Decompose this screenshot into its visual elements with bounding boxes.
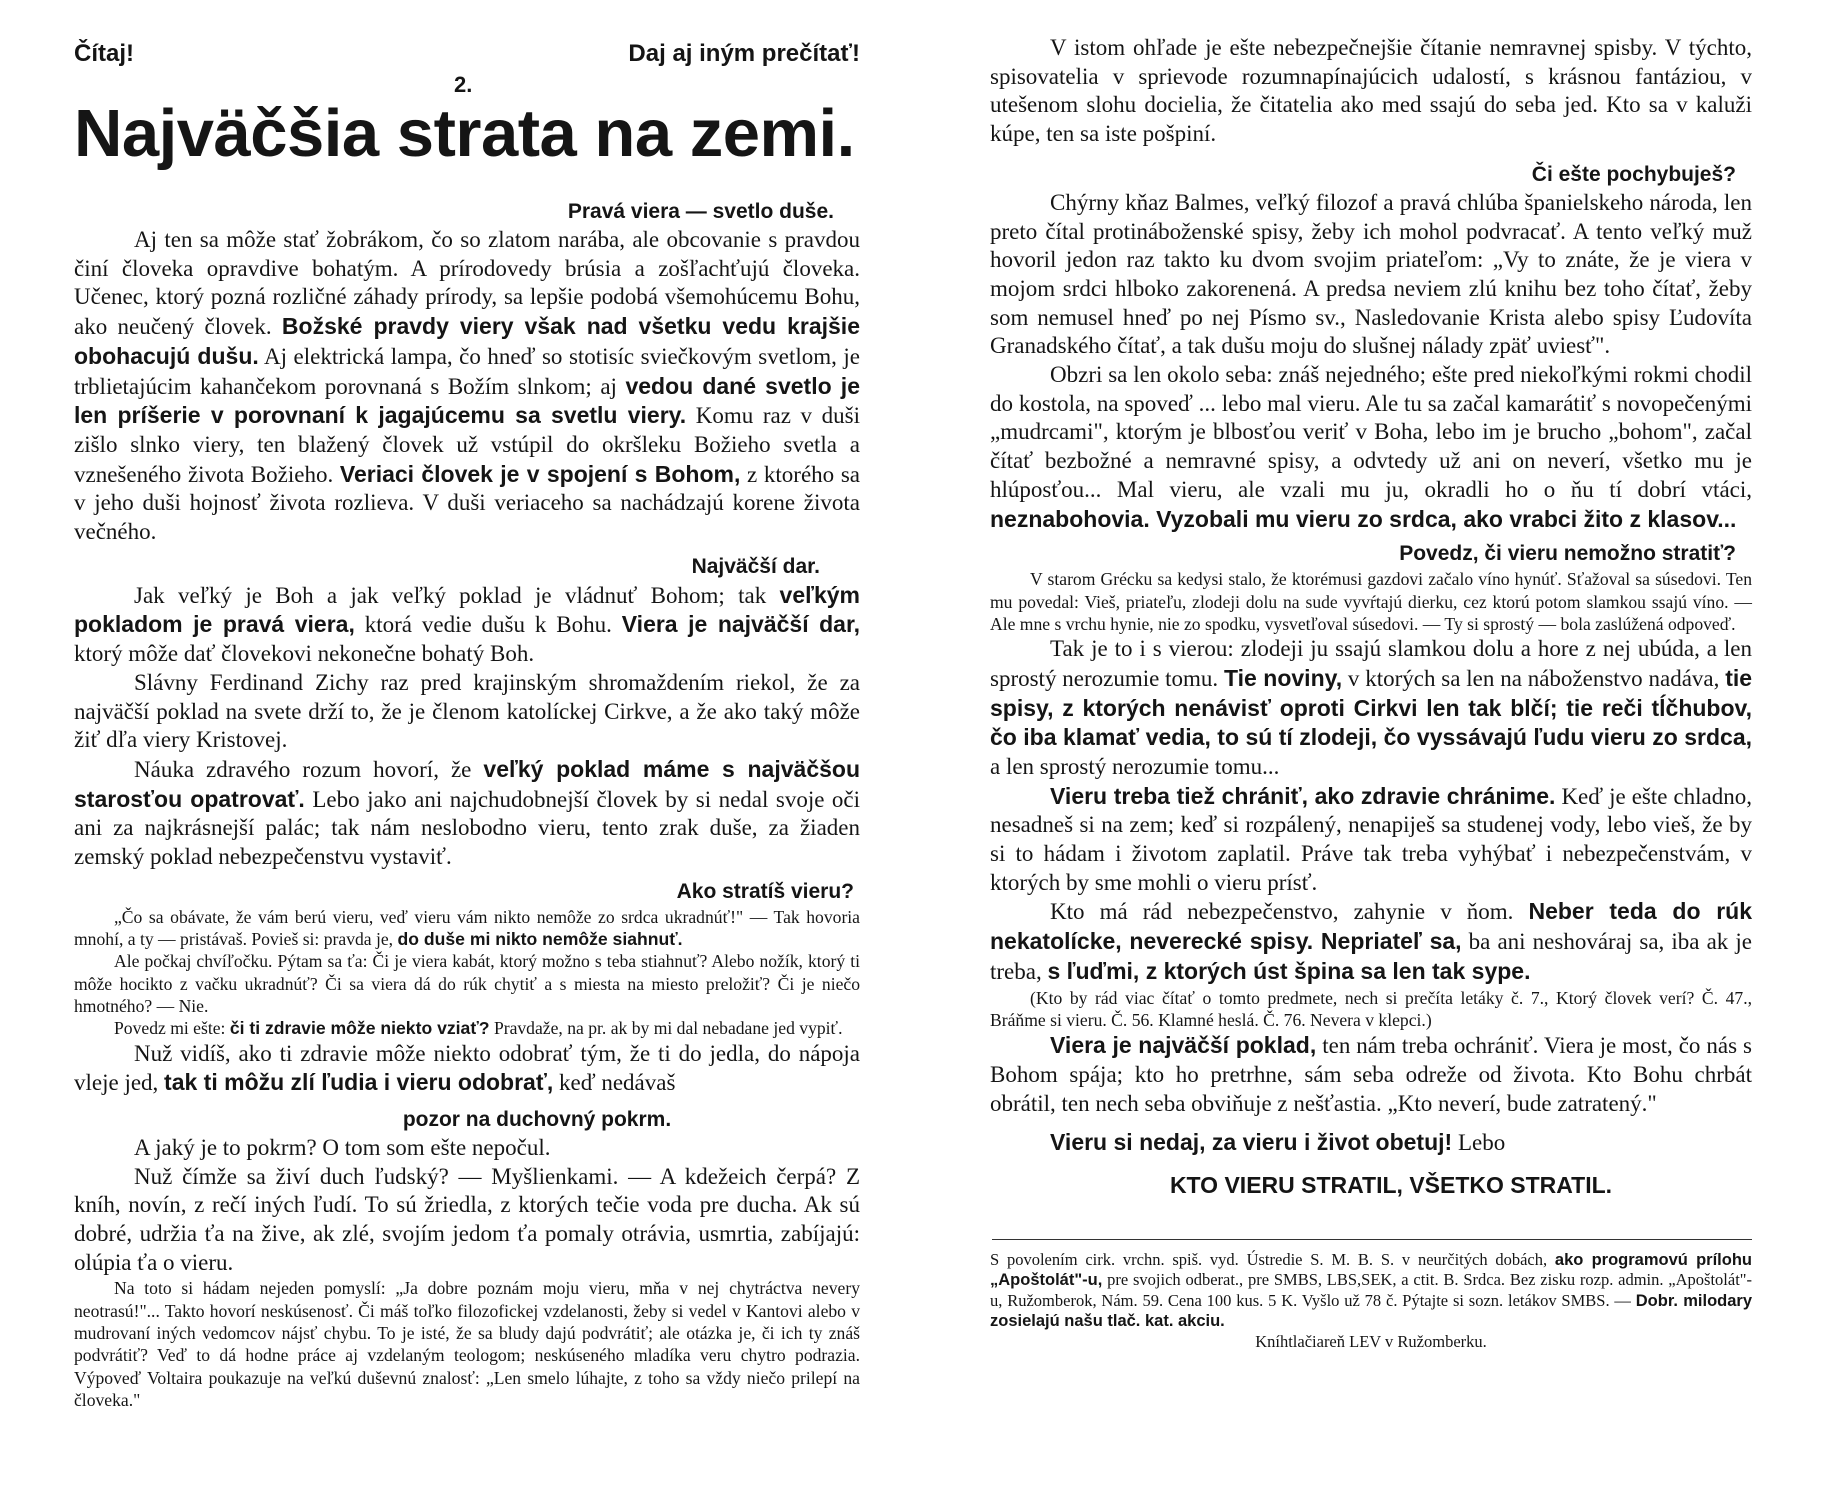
small-paragraph-voltaire: Na toto si hádam nejeden pomyslí: „Ja dobre poznám moju vieru, mňa v nej chytráctva nevery neotrasú!"... Takto hovorí neskúsenosť. Či máš toľko filozofickej vzdelanosti, žeby si vedel v Kantovi alebo v mudrovaní iných vedomcov nájsť chybu. To je isté, že sa bludy dajú podvrátiť; ale otázka je, či ich ty znáš podvrátiť? Veď to dá hodne práce aj vzdelaným teologom; neskúseného mladíka veru chytro podrazia. Výpoveď Voltaira poukazuje na veľkú duševnú znalosť: „Len smelo lúhajte, z toho sa vždy niečo prilepí na človeka."	[74, 1278, 860, 1410]
paragraph-immoral-writing: V istom ohľade je ešte nebezpečnejšie čítanie nemravnej spisby. V týchto, spisovatelia v sprievode rozumnapínajúcich udalostí, s krásnou fantáziou, v utešenom slohu docielia, že čitatelia ako med ssajú do seba jed. Kto sa v kaluži kúpe, ten sa iste pošpiní.	[990, 35, 1752, 147]
emphasis: Vieru treba tiež chrániť, ako zdravie chránime.	[1050, 782, 1556, 809]
text: Pravdaže, na pr. ak by mi dal nebadane jed vypiť.	[493, 1018, 843, 1039]
paragraph-thoughts: Nuž čímže sa živí duch ľudský? — Myšlienkami. — A kdežeich čerpá? Z kníh, novín, z rečí iných ľudí. To sú žriedla, z ktorých tečie voda pre ducha. Ak sú dobré, udržia ťa na žive, ak zlé, svojím jedom ťa pomaly otrávia, usmrtia, zabíjajú: olúpia ťa o vieru.	[74, 1163, 860, 1275]
emphasis: tak ti môžu zlí ľudia i vieru odobrať,	[164, 1069, 554, 1096]
paragraph-protect-faith	[990, 782, 1752, 898]
text: z ktorého sa v jeho duši hojnosť života rozlieva. V duši veriaceho sa nachádzajú korene života večného.	[74, 461, 861, 545]
text: ba ani neshováraj sa, iba ak je treba,	[990, 929, 1753, 984]
text: Nuž vidíš, ako ti zdravie môže niekto odobrať tým, že ti do jedla, do nápoja vleje jed,	[74, 1040, 860, 1096]
footer-divider	[992, 1239, 1752, 1240]
small-paragraph	[74, 906, 860, 951]
emphasis: vedou dané svetlo je len príšerie v porovnaní k jagajúcemu sa svetlu viery.	[74, 372, 860, 429]
final-motto: KTO VIERU STRATIL, VŠETKO STRATIL.	[1169, 1171, 1613, 1198]
text: ktorý môže dať človekovi nekonečne bohatý Boh.	[74, 641, 535, 667]
paragraph-food-question: A jaký je to pokrm? O tom som ešte nepočul.	[134, 1134, 551, 1160]
emphasis: do duše mi nikto nemôže siahnuť.	[397, 929, 683, 950]
subheading-still-doubt: Či ešte pochybuješ?	[1531, 162, 1736, 186]
subheading-spiritual-food: pozor na duchovný pokrm.	[402, 1107, 672, 1131]
text: pre svojich odberat., pre SMBS, LBS,SEK, a ctit. B. Srdca. Bez zisku rozp. admin. „Apoštolát"-u, Ružomberok, Nám. 59. Cena 100 kus. 5 K. Vyšlo už 78 č. Pýtajte si sozn. letákov SMBS. —	[990, 1270, 1753, 1310]
text: Komu raz v duši zišlo slnko viery, ten blažený človek už vstúpil do okršleku Božieho svetla a vznešeného života Božieho.	[74, 403, 861, 487]
emphasis: Neber teda do rúk nekatolícke, neverecké spisy. Nepriateľ sa,	[990, 898, 1752, 955]
paragraph-reason	[74, 755, 860, 872]
text: „Čo sa obávate, že vám berú vieru, veď vieru vám nikto nemôže zo srdca ukradnúť!" — Tak hovoria mnohí, a ty — pristávaš. Povieš si: pravda je,	[74, 906, 860, 950]
text: Lebo jako ani najchudobnejší človek by si nedal svoje oči ani za najkrásnejší palác; tak nám neslobodno vieru, tento zrak duše, za žiaden zemský poklad nebezpečenstvu vystaviť.	[74, 786, 861, 870]
text: Aj elektrická lampa, čo hneď so stotisíc sviečkovým svetlom, je trblietajúcim kahančekom porovnaná s Božím slnkom; aj	[74, 343, 860, 399]
emphasis: ako programovú prílohu „Apoštolát"-u,	[990, 1250, 1752, 1290]
closing-line	[990, 1128, 1752, 1158]
paragraph-zichy: Slávny Ferdinand Zichy raz pred krajinským shromaždením riekol, že za najväčší poklad na svete drží to, že je členom katolíckej Cirkve, a že ako taký môže žiť dľa viery Kristovej.	[74, 669, 860, 753]
text: Obzri sa len okolo seba: znáš nejedného; ešte pred niekoľkými rokmi chodil do kostola, na spoveď ... lebo mal vieru. Ale tu sa začal kamarátiť s novopečenými „mudrcami", ktorým je blbosťou veriť v Boha, lebo im je brucho „bohom", začal čítať bezbožné a nemravné spisy, a odvtedy už ani on neverí, všetko mu je hlúposťou... Mal vieru, ale vzali mu ju, okradli ho o ňu tí dobrí vtáci,	[990, 362, 1752, 502]
small-paragraph-greece: V starom Grécku sa kedysi stalo, že ktorémusi gazdovi začalo víno hynúť. Sťažoval sa súsedovi. Ten mu povedal: Vieš, priateľu, zlodeji dolu na sude vyvŕtajú dierku, cez ktorú potom slamkou ssajú víno. — Ale mne s vrchu hynie, nie zo spodku, vysvetľoval súsedovi. — Ty si sprostý — bola zaslúžená odpoveď.	[990, 569, 1752, 634]
emphasis: Veriaci človek je v spojení s Bohom,	[339, 460, 741, 487]
paragraph-thieves	[990, 635, 1752, 782]
emphasis: či ti zdravie môže niekto vziať?	[229, 1018, 490, 1039]
emphasis: Tie noviny,	[1224, 664, 1343, 691]
slogan-right: Daj aj iným prečítať!	[628, 40, 860, 67]
subheading-cannot-lose: Povedz, či vieru nemožno stratiť?	[1399, 542, 1736, 566]
footer-imprint	[990, 1250, 1752, 1332]
paragraph-look-around	[990, 361, 1752, 534]
page-title: Najväčšia strata na zemi.	[74, 96, 855, 171]
text: S povolením cirk. vrchn. spiš. vyd. Ústredie S. M. B. S. v neurčitých dobách,	[990, 1249, 1548, 1269]
emphasis: neznabohovia. Vyzobali mu vieru zo srdca, ako vrabci žito z klasov...	[990, 505, 1737, 532]
emphasis: s ľuďmi, z ktorých úst špina sa len tak sype.	[1047, 957, 1531, 984]
text: ten nám treba ochrániť. Viera je most, čo nás s Bohom spája; kto ho pretrhne, sám seba odreže od života. Kto Bohu chrbát obrátil, ten nech seba obviňuje z nešťastia. „Kto neverí, bude zatratený."	[990, 1033, 1753, 1116]
text: Kto má rád nebezpečenstvo, zahynie v ňom.	[1050, 899, 1514, 925]
left-column	[74, 34, 860, 1411]
text: a len sprostý nerozumie tomu...	[990, 753, 1280, 779]
issue-number: 2.	[454, 72, 473, 97]
slogan-left: Čítaj!	[74, 40, 134, 67]
text: Aj ten sa môže stať žobrákom, čo so zlatom narába, ale obcovanie s pravdou činí človeka opravdive bohatým. A prírodovedy brúsia a zošľachťujú človeka. Učenec, ktorý pozná rozličné záhady prírody, sa lepšie podobá všemohúcemu Bohu, ako neučený človek.	[74, 227, 860, 340]
paragraph-treasure	[990, 1031, 1752, 1118]
small-paragraph-leaflets: (Kto by rád viac čítať o tomto predmete, nech si prečíta letáky č. 7., Ktorý človek verí? Č. 47., Bráňme si vieru. Č. 56. Klamné heslá. Č. 76. Nevera v klepci.)	[990, 987, 1752, 1030]
emphasis: Viera je najväčší dar,	[621, 611, 861, 638]
emphasis: veľký poklad máme s najväčšou starosťou opatrovať.	[74, 755, 860, 812]
small-paragraph: Ale počkaj chvíľočku. Pýtam sa ťa: Či je viera kabát, ktorý možno s teba stiahnuť? Alebo nožík, ktorý ti môže hocikto z vačku ukradnúť? Či sa viera dá do rúk chytiť a s miesta na miesto preložiť? Či je niečo hmotného? — Nie.	[74, 951, 860, 1016]
emphasis: Božské pravdy viery však nad všetku vedu krajšie obohacujú dušu.	[74, 313, 860, 369]
text: Keď je ešte chladno, nesadneš si na zem; keď si rozpálený, nenapiješ sa studenej vody, lebo vieš, že by si to hádam i životom zaplatil. Práve tak treba vyhýbať i nebezpečenstvám, v ktorých by sme mohli o vieru prísť.	[990, 783, 1753, 895]
text: ktorá vedie dušu k Bohu.	[364, 612, 612, 638]
emphasis: tie spisy, z ktorých nenávisť oproti Cirkvi len tak blčí; tie reči tĺčhubov, čo iba klamať vedia, to sú tí zlodeji, čo vyssávajú ľudu vieru zo srdca,	[990, 664, 1753, 751]
paragraph-danger	[990, 897, 1752, 986]
right-column	[990, 34, 1752, 1352]
subheading-how-lose-faith: Ako stratíš vieru?	[676, 879, 854, 903]
masthead	[74, 34, 860, 97]
text: keď nedávaš	[559, 1070, 676, 1096]
text: Lebo	[1457, 1130, 1506, 1156]
paragraph-health	[74, 1040, 860, 1098]
subheading-greatest-gift: Najväčší dar.	[691, 554, 820, 578]
text: Povedz mi ešte:	[114, 1018, 226, 1039]
text: Tak je to i s vierou: zlodeji ju ssajú slamkou dolu a hore z nej ubúda, a len sprostý nerozumie tomu.	[990, 636, 1752, 691]
paragraph-balmes: Chýrny kňaz Balmes, veľký filozof a pravá chlúba španielskeho národa, len preto čítal protináboženské spisy, žeby ich mohol podvracať. A tento veľký muž hovoril jedon raz takto ku dvom svojim priateľom: „Vy to znáte, že je viera v mojom srdci hlboko zakorenená. A predsa neviem zlú knihu bez toho čítať, žeby som nemusel hneď po nej Písmo sv., Nasledovanie Krista alebo spisy Ľudovíta Granadského čítať, a tak dušu moju do slušnej nálady zpäť uviesť".	[990, 189, 1752, 359]
text: Jak veľký je Boh a jak veľký poklad je vládnuť Bohom; tak	[134, 582, 767, 608]
subheading-true-faith: Pravá viera — svetlo duše.	[567, 200, 834, 223]
emphasis: veľkým pokladom je pravá viera,	[74, 581, 861, 638]
emphasis: Vieru si nedaj, za vieru i život obetuj!	[1050, 1129, 1453, 1156]
emphasis: Viera je najväčší poklad,	[1050, 1032, 1317, 1059]
small-paragraph	[74, 1017, 860, 1039]
paragraph-true-faith	[74, 226, 860, 547]
text: Náuka zdravého rozum hovorí, že	[134, 756, 472, 782]
printer-line: Kníhtlačiareň LEV v Ružomberku.	[1255, 1331, 1487, 1351]
text: v ktorých sa len na náboženstvo nadáva,	[1347, 665, 1720, 691]
paragraph-greatest-gift	[74, 581, 860, 669]
emphasis: Dobr. milodary zosielajú našu tlač. kat. akciu.	[990, 1291, 1753, 1331]
